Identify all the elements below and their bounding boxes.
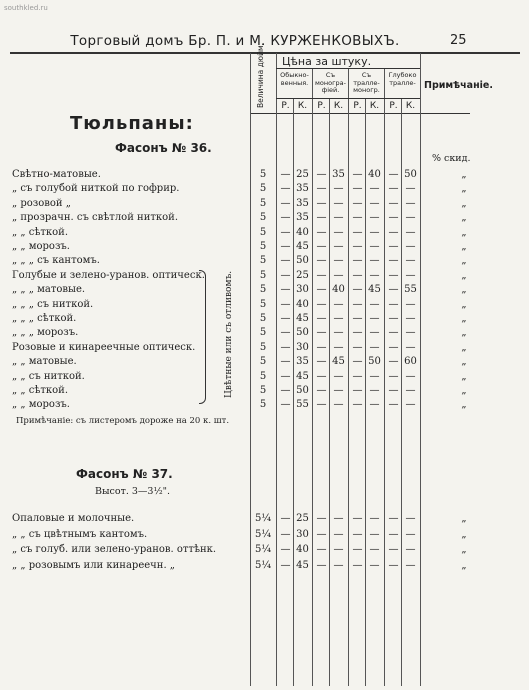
price-kopecks: — <box>369 313 380 324</box>
ruble-dash: — <box>388 528 399 540</box>
note-mark: „ <box>461 313 467 324</box>
table-row <box>0 355 529 369</box>
price-kopecks: 40 <box>296 226 309 238</box>
ruble-dash: — <box>316 370 327 382</box>
row-label: „ „ морозъ. <box>12 399 70 411</box>
ruble-dash: — <box>388 284 399 296</box>
note-mark: „ <box>461 513 467 524</box>
ruble-dash: — <box>316 183 327 195</box>
price-kopecks: 25 <box>296 169 309 180</box>
ruble-dash: — <box>316 269 327 281</box>
ruble-dash: — <box>388 169 399 180</box>
price-kopecks: — <box>333 183 344 195</box>
price-kopecks: — <box>405 327 416 339</box>
ruble-dash: — <box>388 197 399 209</box>
price-kopecks: — <box>333 528 344 540</box>
ruble-dash: — <box>388 559 399 571</box>
ruble-dash: — <box>280 313 291 324</box>
note-mark: „ <box>461 544 467 555</box>
ruble-dash: — <box>316 255 327 267</box>
note-mark: „ <box>461 284 467 296</box>
ruble-dash: — <box>316 169 327 180</box>
row-label: „ „ „ съ ниткой. <box>12 298 94 310</box>
table-row <box>0 312 529 326</box>
unit-label: Р. <box>281 101 290 111</box>
table-row <box>0 269 529 283</box>
price-kopecks: — <box>333 197 344 209</box>
table-row <box>0 240 529 254</box>
ruble-dash: — <box>352 269 363 281</box>
price-kopecks: — <box>333 269 344 281</box>
price-kopecks: — <box>333 513 344 524</box>
head-bottom-rule <box>250 113 470 114</box>
price-kopecks: 45 <box>296 559 309 571</box>
price-kopecks: — <box>405 341 416 353</box>
ruble-dash: — <box>352 559 363 571</box>
ruble-dash: — <box>352 284 363 296</box>
ruble-dash: — <box>352 513 363 524</box>
ruble-dash: — <box>316 356 327 368</box>
row-label: „ съ голубой ниткой по гофрир. <box>12 183 180 195</box>
ruble-dash: — <box>316 544 327 555</box>
price-kopecks: — <box>333 341 344 353</box>
ruble-dash: — <box>280 528 291 540</box>
unit-label: Р. <box>353 101 362 111</box>
note-mark: „ <box>461 399 467 411</box>
table-row <box>0 326 529 340</box>
price-kopecks: — <box>405 241 416 252</box>
table-row <box>0 211 529 225</box>
price-kopecks: — <box>405 255 416 267</box>
ruble-dash: — <box>352 298 363 310</box>
discount-note: % скид. <box>432 153 471 164</box>
ruble-dash: — <box>280 197 291 209</box>
ruble-dash: — <box>352 313 363 324</box>
ruble-dash: — <box>388 370 399 382</box>
row-label: „ „ съ ниткой. <box>12 370 85 382</box>
ruble-dash: — <box>352 169 363 180</box>
price-kopecks: — <box>369 544 380 555</box>
price-kopecks: — <box>405 544 416 555</box>
size-value: 5¼ <box>254 513 272 524</box>
price-kopecks: 55 <box>296 399 309 411</box>
ruble-dash: — <box>352 327 363 339</box>
note-mark: „ <box>461 385 467 396</box>
size-value: 5 <box>259 255 267 267</box>
top-rule <box>10 52 520 54</box>
unit-label: К. <box>369 101 380 111</box>
row-label: „ „ „ морозъ. <box>12 327 79 339</box>
size-value: 5 <box>259 269 267 281</box>
price-kopecks: — <box>405 313 416 324</box>
ruble-dash: — <box>280 212 291 224</box>
unit-label: Р. <box>389 101 398 111</box>
row-label: „ „ розовымъ или кинареечн. „ <box>12 559 175 571</box>
size-value: 5 <box>259 370 267 382</box>
price-kopecks: — <box>369 513 380 524</box>
price-header: Цѣна за штуку. <box>282 55 372 68</box>
ruble-dash: — <box>280 284 291 296</box>
price-col-ordinary: Обыкно-венныя. <box>280 71 309 87</box>
price-kopecks: 35 <box>332 169 345 180</box>
price-kopecks: 35 <box>296 356 309 368</box>
ruble-dash: — <box>316 327 327 339</box>
page-header: Торговый домъ Бр. П. и М. КУРЖЕНКОВЫХЪ. <box>70 33 400 49</box>
price-kopecks: — <box>333 370 344 382</box>
table-row <box>0 283 529 297</box>
row-label: „ „ сѣткой. <box>12 226 68 238</box>
price-kopecks: — <box>405 385 416 396</box>
price-kopecks: — <box>369 399 380 411</box>
price-kopecks: — <box>405 559 416 571</box>
price-kopecks: 30 <box>296 528 309 540</box>
row-label: Розовые и кинареечные оптическ. <box>12 341 196 353</box>
note-mark: „ <box>461 183 467 195</box>
table-row <box>0 197 529 211</box>
ruble-dash: — <box>280 341 291 353</box>
price-kopecks: — <box>333 313 344 324</box>
ruble-dash: — <box>280 327 291 339</box>
ruble-dash: — <box>280 385 291 396</box>
ruble-dash: — <box>388 341 399 353</box>
size-value: 5¼ <box>254 544 272 555</box>
note-mark: „ <box>461 298 467 310</box>
price-kopecks: — <box>369 385 380 396</box>
table-row <box>0 384 529 398</box>
price-kopecks: 45 <box>332 356 345 368</box>
price-kopecks: 35 <box>296 197 309 209</box>
ruble-dash: — <box>280 169 291 180</box>
ruble-dash: — <box>280 559 291 571</box>
ruble-dash: — <box>316 341 327 353</box>
ruble-dash: — <box>388 212 399 224</box>
price-kopecks: — <box>369 241 380 252</box>
section-title: Тюльпаны: <box>70 113 194 134</box>
size-value: 5 <box>259 241 267 252</box>
ruble-dash: — <box>280 298 291 310</box>
brace <box>199 270 206 404</box>
size-column-header: Величина дюйм. <box>256 42 265 108</box>
price-kopecks: 25 <box>296 513 309 524</box>
price-kopecks: 30 <box>296 341 309 353</box>
ruble-dash: — <box>316 212 327 224</box>
units-rule <box>276 98 420 99</box>
ruble-dash: — <box>316 559 327 571</box>
price-kopecks: 35 <box>296 212 309 224</box>
price-kopecks: 50 <box>296 255 309 267</box>
price-kopecks: — <box>333 226 344 238</box>
price-kopecks: — <box>369 255 380 267</box>
ruble-dash: — <box>352 226 363 238</box>
ruble-dash: — <box>352 399 363 411</box>
ruble-dash: — <box>352 385 363 396</box>
price-kopecks: 50 <box>296 385 309 396</box>
size-value: 5¼ <box>254 528 272 540</box>
size-value: 5 <box>259 197 267 209</box>
note-mark: „ <box>461 528 467 540</box>
footnote: Примѣчаніе: съ листеромъ дороже на 20 к. шт. <box>16 416 230 426</box>
table-row <box>0 398 529 412</box>
ruble-dash: — <box>388 298 399 310</box>
ruble-dash: — <box>352 255 363 267</box>
price-kopecks: — <box>369 212 380 224</box>
ruble-dash: — <box>388 327 399 339</box>
table-row <box>0 370 529 384</box>
price-kopecks: — <box>405 513 416 524</box>
ruble-dash: — <box>280 513 291 524</box>
note-mark: „ <box>461 241 467 252</box>
price-kopecks: — <box>369 528 380 540</box>
ruble-dash: — <box>388 241 399 252</box>
table-row <box>0 298 529 312</box>
note-mark: „ <box>461 197 467 209</box>
size-value: 5 <box>259 327 267 339</box>
row-label: „ съ голуб. или зелено-уранов. оттѣнк. <box>12 544 217 555</box>
price-kopecks: 45 <box>296 370 309 382</box>
price-kopecks: — <box>369 226 380 238</box>
price-kopecks: — <box>333 298 344 310</box>
price-kopecks: — <box>369 327 380 339</box>
price-kopecks: 45 <box>296 241 309 252</box>
price-col-deep-trallee: Глубоко тралле- <box>388 71 417 87</box>
ruble-dash: — <box>316 197 327 209</box>
price-kopecks: — <box>333 212 344 224</box>
ruble-dash: — <box>280 356 291 368</box>
ruble-dash: — <box>352 356 363 368</box>
table-row <box>0 341 529 355</box>
ruble-dash: — <box>388 269 399 281</box>
row-label: „ „ сѣткой. <box>12 385 68 396</box>
price-kopecks: 25 <box>296 269 309 281</box>
price-kopecks: — <box>405 212 416 224</box>
ruble-dash: — <box>388 183 399 195</box>
note-mark: „ <box>461 255 467 267</box>
size-value: 5 <box>259 226 267 238</box>
ruble-dash: — <box>352 528 363 540</box>
price-kopecks: — <box>405 183 416 195</box>
table-row <box>0 254 529 268</box>
ruble-dash: — <box>316 226 327 238</box>
unit-label: К. <box>333 101 344 111</box>
price-kopecks: 55 <box>404 284 417 296</box>
ruble-dash: — <box>352 370 363 382</box>
unit-label: К. <box>405 101 416 111</box>
ruble-dash: — <box>280 255 291 267</box>
ruble-dash: — <box>316 313 327 324</box>
row-label: „ „ „ сѣткой. <box>12 313 77 324</box>
size-value: 5 <box>259 341 267 353</box>
price-kopecks: — <box>369 183 380 195</box>
watermark: southkled.ru <box>4 4 48 12</box>
table-row <box>0 528 529 542</box>
price-kopecks: — <box>333 255 344 267</box>
price-kopecks: 50 <box>296 327 309 339</box>
ruble-dash: — <box>316 284 327 296</box>
price-kopecks: — <box>369 197 380 209</box>
price-col-monogram: Съ моногра-фіей. <box>315 71 346 94</box>
price-kopecks: — <box>405 370 416 382</box>
ruble-dash: — <box>316 241 327 252</box>
price-kopecks: — <box>405 528 416 540</box>
ruble-dash: — <box>316 298 327 310</box>
price-kopecks: — <box>333 399 344 411</box>
price-kopecks: 50 <box>368 356 381 368</box>
note-mark: „ <box>461 559 467 571</box>
ruble-dash: — <box>316 385 327 396</box>
size-value: 5¼ <box>254 559 272 571</box>
note-column-header: Примѣчаніе. <box>424 80 493 91</box>
price-kopecks: — <box>369 269 380 281</box>
price-col-trallee: Съ тралле-моногр. <box>353 71 380 94</box>
ruble-dash: — <box>316 513 327 524</box>
ruble-dash: — <box>388 399 399 411</box>
size-value: 5 <box>259 356 267 368</box>
note-mark: „ <box>461 341 467 353</box>
note-mark: „ <box>461 269 467 281</box>
note-mark: „ <box>461 226 467 238</box>
table-row <box>0 182 529 196</box>
row-label: „ „ морозъ. <box>12 241 70 252</box>
ruble-dash: — <box>388 226 399 238</box>
ruble-dash: — <box>352 341 363 353</box>
row-label: „ „ съ цвѣтнымъ кантомъ. <box>12 528 148 540</box>
price-kopecks: — <box>333 385 344 396</box>
price-kopecks: — <box>405 269 416 281</box>
ruble-dash: — <box>388 313 399 324</box>
size-value: 5 <box>259 399 267 411</box>
price-kopecks: — <box>369 559 380 571</box>
row-label: „ „ матовые. <box>12 356 77 368</box>
ruble-dash: — <box>352 544 363 555</box>
table-row <box>0 512 529 526</box>
price-kopecks: — <box>369 298 380 310</box>
ruble-dash: — <box>280 183 291 195</box>
ruble-dash: — <box>352 212 363 224</box>
note-mark: „ <box>461 370 467 382</box>
size-value: 5 <box>259 212 267 224</box>
ruble-dash: — <box>316 399 327 411</box>
price-kopecks: 45 <box>368 284 381 296</box>
unit-label: Р. <box>317 101 326 111</box>
price-kopecks: — <box>333 241 344 252</box>
ruble-dash: — <box>280 544 291 555</box>
ruble-dash: — <box>280 399 291 411</box>
price-title-rule <box>276 68 420 69</box>
price-kopecks: 40 <box>296 544 309 555</box>
price-kopecks: — <box>405 197 416 209</box>
price-kopecks: 40 <box>332 284 345 296</box>
ruble-dash: — <box>388 255 399 267</box>
ruble-dash: — <box>280 241 291 252</box>
price-kopecks: 30 <box>296 284 309 296</box>
price-kopecks: 40 <box>368 169 381 180</box>
size-value: 5 <box>259 298 267 310</box>
ruble-dash: — <box>280 226 291 238</box>
row-label: Свѣтно-матовые. <box>12 169 101 180</box>
fason-37-title: Фасонъ № 37. <box>76 467 173 481</box>
price-kopecks: 35 <box>296 183 309 195</box>
ruble-dash: — <box>388 513 399 524</box>
table-row <box>0 168 529 182</box>
page-number: 25 <box>450 33 467 48</box>
brace-label: Цвѣтные или съ отливомъ. <box>224 270 234 398</box>
note-mark: „ <box>461 169 467 180</box>
price-kopecks: 50 <box>404 169 417 180</box>
price-kopecks: — <box>405 226 416 238</box>
ruble-dash: — <box>280 269 291 281</box>
row-label: „ розовой „ <box>12 197 71 209</box>
size-value: 5 <box>259 385 267 396</box>
row-label: Голубые и зелено-уранов. оптическ. <box>12 269 205 281</box>
note-mark: „ <box>461 327 467 339</box>
ruble-dash: — <box>352 183 363 195</box>
price-kopecks: — <box>333 544 344 555</box>
fason-37-height: Высот. 3—3½". <box>95 486 171 497</box>
size-value: 5 <box>259 284 267 296</box>
price-kopecks: 40 <box>296 298 309 310</box>
ruble-dash: — <box>352 197 363 209</box>
price-kopecks: — <box>369 341 380 353</box>
ruble-dash: — <box>280 370 291 382</box>
size-value: 5 <box>259 183 267 195</box>
price-kopecks: — <box>405 298 416 310</box>
fason-36-title: Фасонъ № 36. <box>115 141 212 155</box>
row-label: „ прозрачн. съ свѣтлой ниткой. <box>12 212 179 224</box>
unit-label: К. <box>297 101 308 111</box>
price-kopecks: — <box>369 370 380 382</box>
ruble-dash: — <box>388 356 399 368</box>
price-kopecks: 45 <box>296 313 309 324</box>
size-value: 5 <box>259 169 267 180</box>
price-kopecks: — <box>405 399 416 411</box>
price-kopecks: 60 <box>404 356 417 368</box>
ruble-dash: — <box>352 241 363 252</box>
price-kopecks: — <box>333 559 344 571</box>
note-mark: „ <box>461 356 467 368</box>
ruble-dash: — <box>316 528 327 540</box>
row-label: „ „ „ матовые. <box>12 284 86 296</box>
size-value: 5 <box>259 313 267 324</box>
table-row <box>0 559 529 573</box>
table-row <box>0 226 529 240</box>
row-label: „ „ „ съ кантомъ. <box>12 255 100 267</box>
ruble-dash: — <box>388 385 399 396</box>
ruble-dash: — <box>388 544 399 555</box>
note-mark: „ <box>461 212 467 224</box>
price-kopecks: — <box>333 327 344 339</box>
table-row <box>0 543 529 557</box>
row-label: Опаловые и молочные. <box>12 513 135 524</box>
